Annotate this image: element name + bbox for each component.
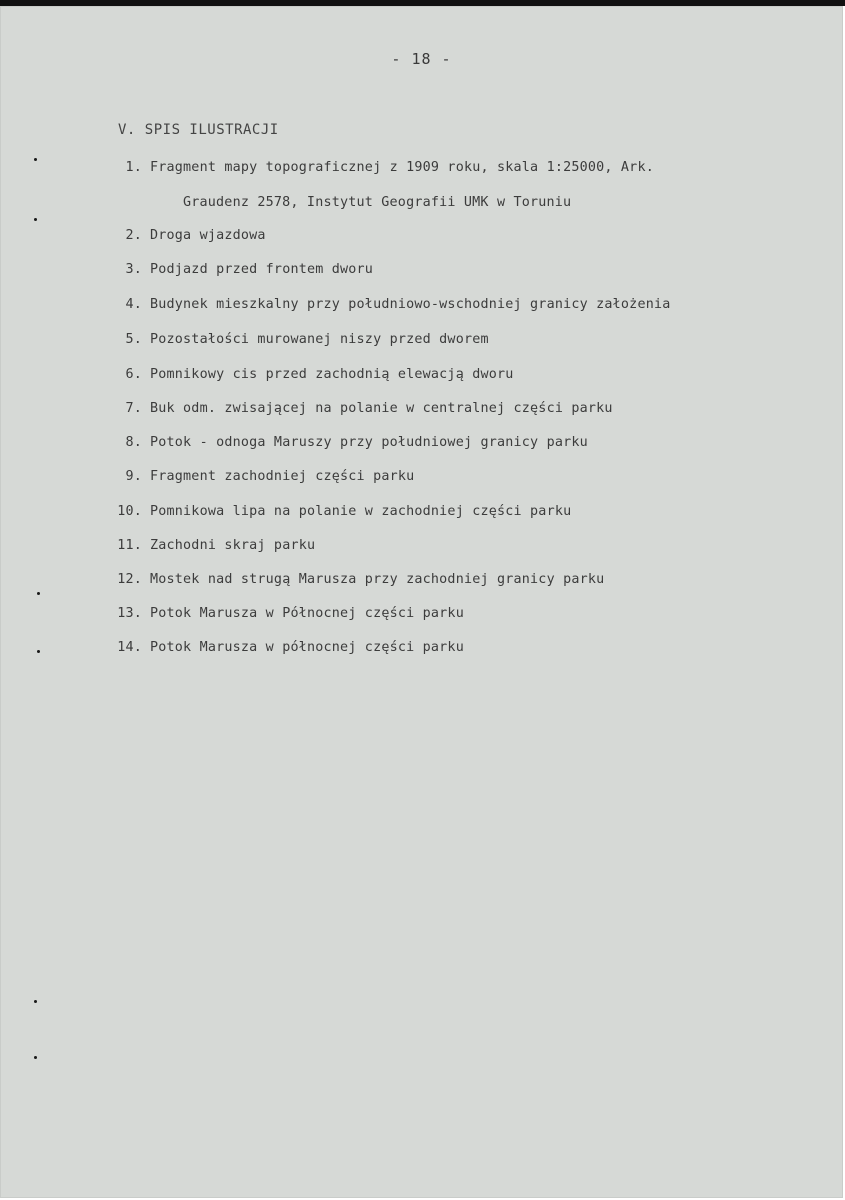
- item-number: 14.: [117, 640, 142, 655]
- item-number: 7.: [125, 401, 142, 416]
- margin-mark: [37, 592, 40, 595]
- margin-mark: [34, 1056, 37, 1059]
- item-number: 12.: [117, 572, 142, 587]
- item-number: 1.: [125, 160, 142, 175]
- item-text: Potok - odnoga Maruszy przy południowej granicy parku: [150, 435, 588, 450]
- item-number: 5.: [125, 332, 142, 347]
- item-text: Zachodni skraj parku: [150, 538, 316, 553]
- item-number: 9.: [125, 469, 142, 484]
- item-text: Droga wjazdowa: [150, 228, 266, 243]
- list-item: [112, 401, 613, 416]
- list-item: [112, 469, 414, 484]
- item-text: Mostek nad strugą Marusza przy zachodniej granicy parku: [150, 572, 605, 587]
- item-text: Budynek mieszkalny przy południowo-wschodniej granicy założenia: [150, 297, 671, 312]
- item-text: Pomnikowa lipa na polanie w zachodniej części parku: [150, 504, 572, 519]
- item-number: 4.: [125, 297, 142, 312]
- list-item: [112, 367, 514, 382]
- item-number: 11.: [117, 538, 142, 553]
- item-text: Podjazd przed frontem dworu: [150, 262, 374, 277]
- margin-mark: [37, 650, 40, 653]
- list-item: [112, 572, 604, 587]
- list-item: [112, 538, 315, 553]
- list-item: [112, 297, 671, 312]
- list-item: [112, 228, 266, 243]
- list-item: [112, 435, 588, 450]
- list-item: [112, 160, 654, 175]
- margin-mark: [34, 218, 37, 221]
- list-item: [112, 332, 489, 347]
- item-text: Pozostałości murowanej niszy przed dworem: [150, 332, 489, 347]
- item-text: Buk odm. zwisającej na polanie w centralnej części parku: [150, 401, 613, 416]
- item-number: 10.: [117, 504, 142, 519]
- list-item: [112, 262, 373, 277]
- item-text: Potok Marusza w północnej części parku: [150, 640, 464, 655]
- margin-mark: [34, 1000, 37, 1003]
- document-page: [0, 6, 843, 1198]
- item-number: 2.: [125, 228, 142, 243]
- item-number: 6.: [125, 367, 142, 382]
- item-number: 13.: [117, 606, 142, 621]
- list-item: [112, 606, 464, 621]
- item-text: Potok Marusza w Północnej części parku: [150, 606, 464, 621]
- page-number: - 18 -: [391, 50, 452, 68]
- margin-mark: [34, 158, 37, 161]
- list-item: [112, 504, 571, 519]
- item-text: Fragment mapy topograficznej z 1909 roku, skala 1:25000, Ark.: [150, 160, 654, 175]
- item-text: Pomnikowy cis przed zachodnią elewacją dworu: [150, 367, 514, 382]
- list-item-continuation: Graudenz 2578, Instytut Geografii UMK w Toruniu: [183, 195, 572, 210]
- list-item: [112, 640, 464, 655]
- section-title: V. SPIS ILUSTRACJI: [118, 122, 279, 138]
- item-number: 8.: [125, 435, 142, 450]
- item-text: Fragment zachodniej części parku: [150, 469, 415, 484]
- item-number: 3.: [125, 262, 142, 277]
